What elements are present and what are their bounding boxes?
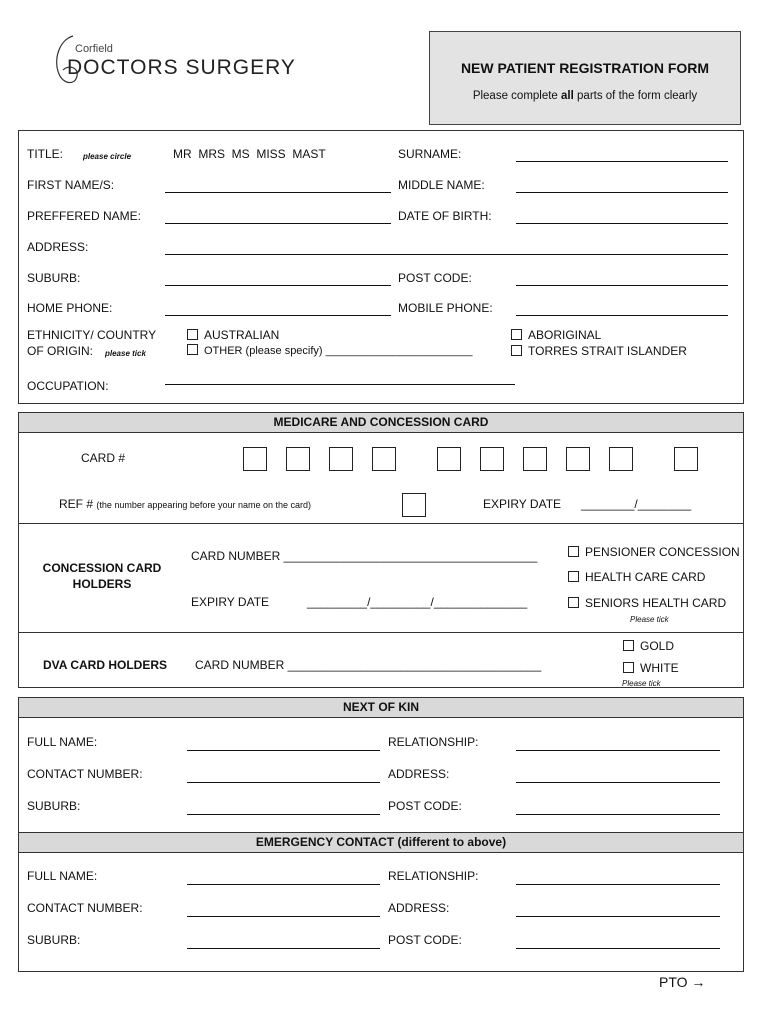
- nok-relationship-field[interactable]: [516, 750, 720, 751]
- option-pensioner[interactable]: [568, 545, 740, 559]
- checkbox-other[interactable]: [187, 344, 198, 355]
- em-contact-label: CONTACT NUMBER:: [27, 901, 143, 915]
- medicare-heading: MEDICARE AND CONCESSION CARD: [19, 413, 743, 433]
- first-name-label: FIRST NAME/S:: [27, 178, 115, 192]
- em-full-name-field[interactable]: [187, 884, 380, 885]
- card-digit-box[interactable]: [243, 447, 267, 471]
- seniors-label: SENIORS HEALTH CARD: [585, 596, 727, 610]
- subtitle-post: parts of the form clearly: [573, 90, 698, 102]
- postcode-field[interactable]: [516, 285, 728, 286]
- em-postcode-label: POST CODE:: [388, 933, 462, 947]
- card-digit-box[interactable]: [480, 447, 504, 471]
- option-seniors[interactable]: [568, 596, 726, 610]
- card-digit-box[interactable]: [523, 447, 547, 471]
- title-options[interactable]: MR MRS MS MISS MAST: [173, 147, 326, 161]
- card-digit-box[interactable]: [437, 447, 461, 471]
- nok-address-field[interactable]: [516, 782, 720, 783]
- em-address-label: ADDRESS:: [388, 901, 450, 915]
- home-phone-field[interactable]: [165, 315, 391, 316]
- suburb-label: SUBURB:: [27, 271, 81, 285]
- concession-card-number[interactable]: CARD NUMBER ______________________________________: [191, 549, 538, 563]
- concession-hint: Please tick: [630, 615, 669, 624]
- subtitle-pre: Please complete: [472, 90, 562, 102]
- nok-relationship-label: RELATIONSHIP:: [388, 735, 479, 749]
- nok-address-label: ADDRESS:: [388, 767, 450, 781]
- surname-label: SURNAME:: [398, 147, 462, 161]
- form-title-box: [429, 31, 741, 125]
- postcode-label: POST CODE:: [398, 271, 472, 285]
- dva-card-number[interactable]: CARD NUMBER ______________________________________: [195, 658, 542, 672]
- home-phone-label: HOME PHONE:: [27, 301, 113, 315]
- surname-field[interactable]: [516, 161, 728, 162]
- health-care-label: HEALTH CARE CARD: [585, 570, 706, 584]
- checkbox-tsi[interactable]: [511, 345, 522, 356]
- expiry-label: EXPIRY DATE: [483, 497, 562, 511]
- concession-label-2: HOLDERS: [72, 577, 132, 591]
- nok-contact-label: CONTACT NUMBER:: [27, 767, 143, 781]
- divider-dva: [19, 632, 743, 633]
- concession-expiry-field[interactable]: _________/_________/______________: [307, 595, 528, 609]
- aboriginal-label: ABORIGINAL: [528, 328, 602, 342]
- card-digit-box[interactable]: [286, 447, 310, 471]
- divider-concession: [19, 523, 743, 524]
- next-of-kin-section: [18, 697, 744, 972]
- option-australian[interactable]: [187, 328, 279, 342]
- tsi-label: TORRES STRAIT ISLANDER: [528, 344, 687, 358]
- ethnicity-hint: please tick: [105, 349, 146, 358]
- medicare-section: [18, 412, 744, 688]
- checkbox-health-care[interactable]: [568, 571, 579, 582]
- next-of-kin-heading: NEXT OF KIN: [19, 698, 743, 718]
- option-other[interactable]: [187, 344, 472, 358]
- em-relationship-label: RELATIONSHIP:: [388, 869, 479, 883]
- dva-hint: Please tick: [622, 679, 661, 688]
- card-digit-box[interactable]: [674, 447, 698, 471]
- em-contact-field[interactable]: [187, 916, 380, 917]
- em-address-field[interactable]: [516, 916, 720, 917]
- card-digit-box[interactable]: [566, 447, 590, 471]
- emergency-heading: EMERGENCY CONTACT (different to above): [19, 832, 743, 853]
- subtitle-bold: all: [561, 90, 574, 102]
- personal-section: [18, 130, 744, 404]
- preferred-name-label: PREFFERED NAME:: [27, 209, 142, 223]
- option-white[interactable]: [623, 661, 679, 675]
- em-suburb-label: SUBURB:: [27, 933, 81, 947]
- nok-postcode-label: POST CODE:: [388, 799, 462, 813]
- ref-label-text: REF #: [59, 497, 94, 511]
- dob-field[interactable]: [516, 223, 728, 224]
- checkbox-gold[interactable]: [623, 640, 634, 651]
- ref-label: [59, 497, 311, 512]
- concession-label-1: CONCESSION CARD: [42, 561, 162, 575]
- card-label: CARD #: [81, 451, 126, 465]
- australian-label: AUSTRALIAN: [204, 328, 280, 342]
- title-hint: please circle: [83, 152, 132, 161]
- nok-full-name-label: FULL NAME:: [27, 735, 98, 749]
- option-aboriginal[interactable]: [511, 328, 601, 342]
- checkbox-aboriginal[interactable]: [511, 329, 522, 340]
- nok-contact-field[interactable]: [187, 782, 380, 783]
- option-tsi[interactable]: [511, 344, 687, 358]
- mobile-phone-label: MOBILE PHONE:: [398, 301, 493, 315]
- address-label: ADDRESS:: [27, 240, 89, 254]
- expiry-field[interactable]: ________/________: [581, 497, 692, 511]
- middle-name-field[interactable]: [516, 192, 728, 193]
- form-title: NEW PATIENT REGISTRATION FORM: [460, 60, 710, 76]
- suburb-field[interactable]: [165, 285, 391, 286]
- form-subtitle: [430, 90, 740, 102]
- card-digit-box[interactable]: [329, 447, 353, 471]
- pensioner-label: PENSIONER CONCESSION: [585, 545, 740, 559]
- nok-suburb-label: SUBURB:: [27, 799, 81, 813]
- address-field[interactable]: [165, 254, 728, 255]
- logo: [45, 30, 305, 90]
- dob-label: DATE OF BIRTH:: [398, 209, 492, 223]
- pto-label: PTO →: [659, 974, 706, 990]
- other-label: OTHER (please specify) ________________________: [204, 345, 473, 357]
- checkbox-seniors[interactable]: [568, 597, 579, 608]
- checkbox-australian[interactable]: [187, 329, 198, 340]
- em-postcode-field[interactable]: [516, 948, 720, 949]
- checkbox-pensioner[interactable]: [568, 546, 579, 557]
- ref-box[interactable]: [402, 493, 426, 517]
- gold-label: GOLD: [640, 639, 675, 653]
- option-health-care[interactable]: [568, 570, 705, 584]
- card-digit-box[interactable]: [372, 447, 396, 471]
- card-digit-box[interactable]: [609, 447, 633, 471]
- first-name-field[interactable]: [165, 192, 391, 193]
- logo-main: DOCTORS SURGERY: [67, 56, 296, 79]
- mobile-phone-field[interactable]: [516, 315, 728, 316]
- logo-sub: Corfield: [75, 43, 113, 55]
- title-label: TITLE:: [27, 147, 64, 161]
- checkbox-white[interactable]: [623, 662, 634, 673]
- ethnicity-label-2: OF ORIGIN:: [27, 344, 93, 358]
- white-label: WHITE: [640, 661, 679, 675]
- em-suburb-field[interactable]: [187, 948, 380, 949]
- preferred-name-field[interactable]: [165, 223, 391, 224]
- nok-suburb-field[interactable]: [187, 814, 380, 815]
- em-full-name-label: FULL NAME:: [27, 869, 98, 883]
- occupation-label: OCCUPATION:: [27, 379, 109, 393]
- ethnicity-label-1: ETHNICITY/ COUNTRY: [27, 328, 157, 342]
- em-relationship-field[interactable]: [516, 884, 720, 885]
- nok-full-name-field[interactable]: [187, 750, 380, 751]
- ref-hint: (the number appearing before your name on the card): [96, 500, 311, 510]
- middle-name-label: MIDDLE NAME:: [398, 178, 485, 192]
- occupation-field[interactable]: [165, 384, 515, 385]
- dva-label: DVA CARD HOLDERS: [43, 658, 168, 672]
- nok-postcode-field[interactable]: [516, 814, 720, 815]
- option-gold[interactable]: [623, 639, 674, 653]
- concession-expiry-label: EXPIRY DATE: [191, 595, 270, 609]
